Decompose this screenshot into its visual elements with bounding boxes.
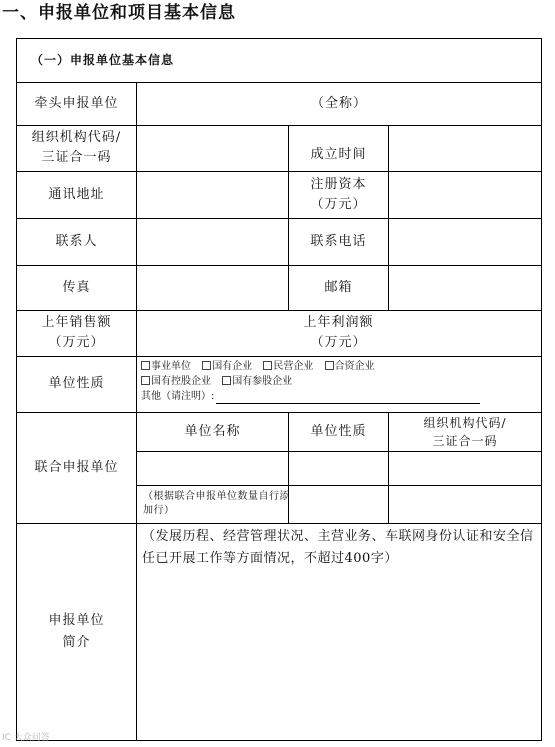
checkbox-icon bbox=[325, 361, 334, 370]
sales-label-line1: 上年销售额 bbox=[41, 315, 112, 330]
capital-label bbox=[289, 171, 388, 218]
phone-label: 联系电话 bbox=[310, 233, 367, 249]
fax-label: 传真 bbox=[62, 279, 91, 295]
intro-label-line1: 申报单位 bbox=[48, 612, 105, 628]
col-code-header-line2: 三证合一码 bbox=[432, 433, 498, 448]
joint-name-input[interactable] bbox=[137, 451, 288, 485]
checkbox-icon bbox=[263, 361, 272, 370]
checkbox-icon bbox=[202, 361, 211, 370]
profit-input[interactable] bbox=[389, 310, 541, 356]
nature-label: 单位性质 bbox=[48, 376, 105, 391]
checkbox-icon bbox=[141, 361, 150, 370]
col-code-header-line1: 组织机构代码/ bbox=[423, 415, 507, 430]
fax-input[interactable] bbox=[137, 265, 288, 310]
capital-label-line2: （万元） bbox=[310, 196, 367, 212]
checkbox-icon bbox=[141, 376, 150, 385]
application-form bbox=[16, 38, 542, 741]
joint-code-input[interactable] bbox=[389, 451, 541, 485]
org-code-label bbox=[17, 125, 136, 171]
sales-label bbox=[17, 310, 136, 356]
col-code-header bbox=[389, 412, 541, 451]
nature-option-public-institution[interactable] bbox=[141, 359, 191, 374]
section-title: （一）申报单位基本信息 bbox=[31, 53, 175, 67]
org-code-input[interactable] bbox=[137, 125, 288, 171]
col-name-header: 单位名称 bbox=[184, 423, 241, 439]
checkbox-icon bbox=[222, 376, 231, 385]
option-label: 事业单位 bbox=[151, 361, 191, 372]
address-label: 通讯地址 bbox=[48, 186, 105, 202]
intro-label-line2: 简介 bbox=[62, 634, 91, 650]
nature-other-input[interactable] bbox=[216, 392, 480, 404]
option-label: 合资企业 bbox=[334, 361, 375, 372]
lead-unit-input[interactable] bbox=[137, 82, 541, 125]
profit-label bbox=[289, 310, 388, 356]
nature-option-state-stake[interactable] bbox=[222, 374, 292, 389]
email-input[interactable] bbox=[389, 265, 541, 310]
intro-instructions: （发展历程、经营管理状况、主营业务、车联网身份认证和安全信任已开展工作等方面情况，不超过400字） bbox=[142, 529, 534, 566]
option-label: 民营企业 bbox=[273, 361, 314, 372]
nature-option-state-holding[interactable] bbox=[141, 374, 211, 389]
nature-other-label: 其他（请注明）: bbox=[141, 391, 215, 402]
intro-label bbox=[17, 523, 136, 740]
nature-options bbox=[141, 359, 537, 409]
contact-label: 联系人 bbox=[55, 233, 98, 249]
intro-input[interactable] bbox=[137, 569, 541, 740]
nature-options-row2 bbox=[141, 374, 537, 389]
nature-option-joint-venture[interactable] bbox=[325, 359, 375, 374]
nature-options-row3 bbox=[141, 389, 537, 404]
profit-label-line2: （万元） bbox=[310, 335, 367, 350]
add-rows-note: （根据联合申报单位数量自行添加行） bbox=[143, 491, 290, 516]
joint-nature-input[interactable] bbox=[289, 451, 388, 485]
address-input[interactable] bbox=[137, 171, 288, 218]
capital-label-line1: 注册资本 bbox=[310, 176, 367, 192]
lead-unit-label: 牵头申报单位 bbox=[34, 95, 119, 111]
watermark: IC 大众问答 bbox=[2, 733, 50, 743]
col-nature-header: 单位性质 bbox=[310, 423, 367, 439]
option-label: 国有控股企业 bbox=[151, 376, 211, 387]
joint-label: 联合申报单位 bbox=[34, 459, 119, 475]
nature-option-state-owned[interactable] bbox=[202, 359, 252, 374]
capital-input[interactable] bbox=[389, 171, 541, 218]
sales-label-line2: （万元） bbox=[48, 335, 105, 350]
sales-input[interactable] bbox=[137, 310, 288, 356]
nature-option-private[interactable] bbox=[263, 359, 313, 374]
page-heading: 一、申报单位和项目基本信息 bbox=[2, 3, 236, 23]
org-code-label-line2: 三证合一码 bbox=[41, 150, 112, 165]
phone-input[interactable] bbox=[389, 218, 541, 265]
full-name-hint: （全称） bbox=[310, 95, 367, 111]
option-label: 国有参股企业 bbox=[232, 376, 293, 387]
established-input[interactable] bbox=[389, 125, 541, 171]
option-label: 国有企业 bbox=[212, 361, 253, 372]
email-label: 邮箱 bbox=[324, 279, 353, 295]
profit-label-line1: 上年利润额 bbox=[303, 315, 374, 330]
org-code-label-line1: 组织机构代码/ bbox=[31, 130, 122, 145]
contact-input[interactable] bbox=[137, 218, 288, 265]
nature-options-row1 bbox=[141, 359, 537, 374]
established-label: 成立时间 bbox=[310, 147, 367, 162]
